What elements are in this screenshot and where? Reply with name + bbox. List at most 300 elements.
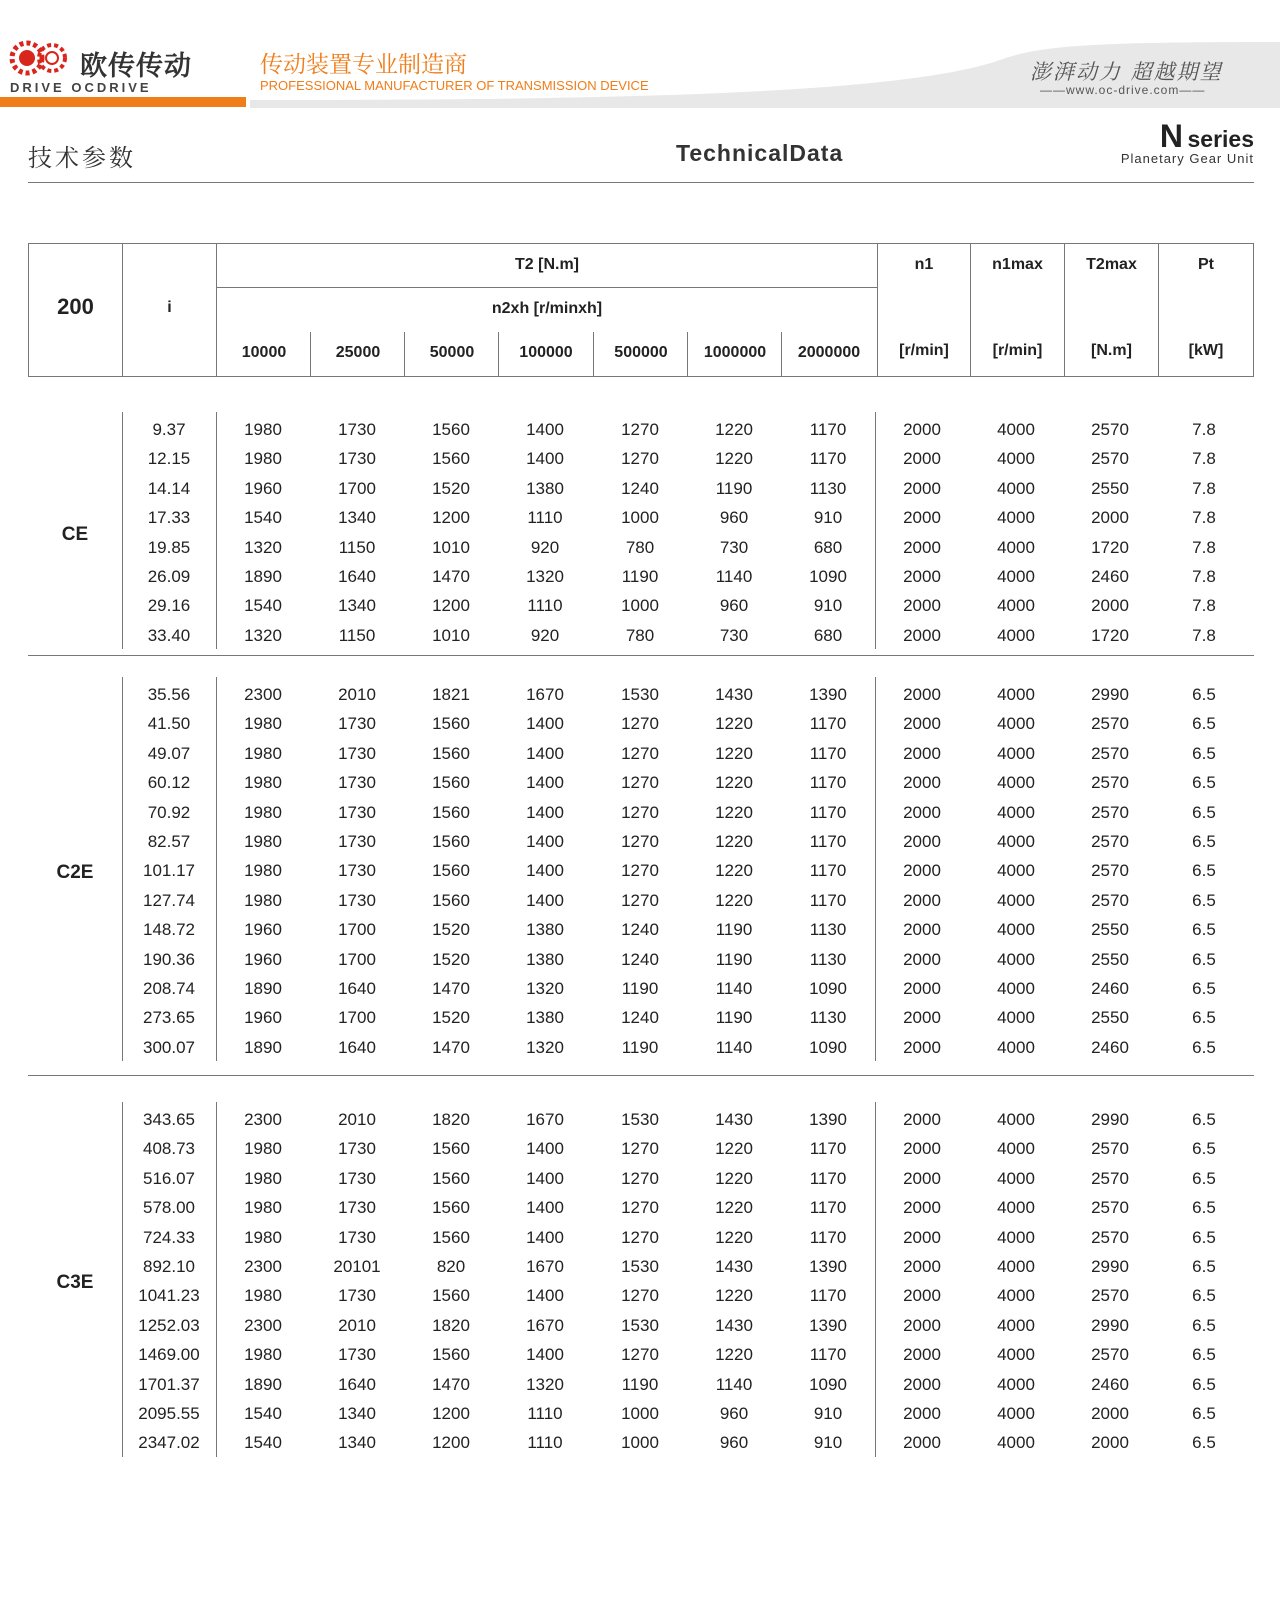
table-cell: 6.5 [1192,773,1216,793]
table-cell: 2570 [1091,832,1129,851]
table-cell: 960 [719,596,749,616]
table-cell: 26.09 [147,567,191,586]
table-cell: 1170 [809,714,847,734]
table-cell: 1720 [1091,625,1129,645]
table-cell: 6.5 [1192,890,1216,910]
table-cell: 960 [719,1433,749,1453]
table-cell: 1140 [715,979,753,998]
table-cell: 1530 [621,1110,659,1129]
table-cell: 6.5 [1192,1110,1216,1129]
table-cell: 1130 [809,920,847,940]
table-cell: 1520 [432,1008,470,1028]
table-cell: 2000 [903,567,941,586]
table-cell: 4000 [997,714,1035,734]
table-cell: 1560 [432,1168,470,1188]
table-cell: 2095.55 [138,1404,200,1423]
table-cell: 2000 [903,979,941,998]
table-cell: 1200 [432,508,470,528]
table-cell: 1200 [432,1404,470,1423]
table-cell: 273.65 [143,1008,195,1028]
table-cell: 1220 [715,890,753,910]
table-cell: 1340 [338,596,376,616]
n1max-unit: [r/min] [992,342,1043,359]
table-cell: 1560 [432,802,470,822]
table-cell: 1090 [809,1037,847,1057]
table-cell: 4000 [997,1139,1035,1159]
table-cell: 1670 [526,685,564,704]
table-cell: 1670 [526,1257,564,1276]
table-cell: 127.74 [143,890,195,910]
table-cell: 1010 [432,537,470,557]
table-cell: 1960 [244,1008,282,1028]
table-cell: 1320 [244,537,282,557]
table-cell: 1400 [526,714,564,734]
table-cell: 1140 [715,1374,753,1394]
series-letter: N [1159,118,1184,154]
table-cell: 1469.00 [138,1345,200,1365]
series-subtitle: Planetary Gear Unit [1120,151,1254,166]
table-cell: 2000 [903,1374,941,1394]
table-cell: 1090 [809,1374,847,1394]
table-cell: 2460 [1091,1037,1129,1057]
page-title-cn: 技术参数 [28,144,136,172]
table-cell: 4000 [997,802,1035,822]
table-cell: 1130 [809,949,847,969]
table-cell: 6.5 [1192,1168,1216,1188]
table-cell: 1980 [244,1168,282,1188]
table-cell: 6.5 [1192,861,1216,881]
table-cell: 1470 [432,979,470,998]
series-word: series [1187,126,1254,152]
table-cell: 2570 [1091,773,1129,793]
table-cell: 2000 [903,802,941,822]
table-cell: 1430 [715,1110,753,1129]
table-cell: 1200 [432,596,470,616]
table-cell: 2990 [1091,1315,1129,1335]
table-cell: 1470 [432,567,470,586]
table-cell: 2000 [903,714,941,734]
table-cell: 1390 [809,1315,847,1335]
table-cell: 2570 [1091,449,1129,469]
table-cell: 1130 [809,1008,847,1028]
table-cell: 1110 [527,1404,563,1423]
table-cell: 1960 [244,478,282,498]
table-cell: 1220 [715,1198,753,1218]
table-cell: 1320 [526,979,564,998]
table-cell: 1640 [338,1037,376,1057]
table-cell: 1730 [338,1198,376,1218]
table-cell: 1730 [338,1345,376,1365]
table-cell: 1530 [621,1257,659,1276]
n1-unit: [r/min] [899,342,949,359]
table-cell: 4000 [997,1227,1035,1247]
group-label-c3e: C3E [56,1272,94,1294]
table-cell: 1730 [338,890,376,910]
table-cell: 1400 [526,1139,564,1159]
table-cell: 1240 [621,949,659,969]
table-cell: 2300 [244,1110,282,1129]
table-cell: 2570 [1091,1198,1129,1218]
table-cell: 1380 [526,1008,564,1028]
table-cell: 2000 [903,1110,941,1129]
table-cell: 1540 [244,508,282,528]
table-cell: 1000 [621,1404,659,1423]
table-cell: 1252.03 [138,1315,200,1335]
table-cell: 2000 [903,478,941,498]
table-cell: 4000 [997,1257,1035,1276]
table-cell: 2010 [338,685,376,704]
table-cell: 1540 [244,596,282,616]
table-cell: 1820 [432,1110,470,1129]
table-cell: 1390 [809,1257,847,1276]
table-cell: 12.15 [147,449,191,469]
table-cell: 1270 [621,802,659,822]
table-cell: 101.17 [143,861,195,881]
table-cell: 2000 [903,449,941,469]
table-cell: 300.07 [143,1037,195,1057]
table-cell: 1041.23 [138,1286,200,1306]
tagline-en: PROFESSIONAL MANUFACTURER OF TRANSMISSION DEVICE [260,78,649,93]
t2max-unit: [N.m] [1091,342,1132,359]
table-cell: 1400 [526,1345,564,1365]
table-cell: 1700 [338,920,376,940]
table-cell: 1400 [526,802,564,822]
table-cell: 1520 [432,920,470,940]
table-cell: 2000 [903,890,941,910]
table-cell: 2460 [1091,567,1129,586]
table-cell: 2000 [903,1286,941,1306]
table-cell: 1380 [526,949,564,969]
table-cell: 1730 [338,802,376,822]
table-cell: 4000 [997,1433,1035,1453]
table-cell: 1520 [432,478,470,498]
table-cell: 190.36 [143,949,195,969]
table-cell: 1110 [527,1433,563,1453]
table-cell: 7.8 [1192,449,1216,469]
table-cell: 1400 [526,1198,564,1218]
page-title-en: TechnicalData [676,140,844,166]
table-cell: 1110 [527,596,563,616]
brand-name-cn: 欧传传动 [80,51,192,82]
table-cell: 4000 [997,832,1035,851]
table-cell: 1560 [432,420,470,439]
table-cell: 1400 [526,1286,564,1306]
table-cell: 1270 [621,861,659,881]
table-cell: 1720 [1091,537,1129,557]
table-cell: 2570 [1091,1227,1129,1247]
table-cell: 4000 [997,420,1035,439]
pt-unit: [kW] [1188,342,1224,359]
pt-header: Pt [1198,256,1214,273]
table-cell: 1470 [432,1374,470,1394]
table-cell: 1730 [338,861,376,881]
table-cell: 1560 [432,773,470,793]
table-cell: 910 [813,1404,843,1423]
table-cell: 1730 [338,773,376,793]
table-cell: 1670 [526,1110,564,1129]
table-cell: 70.92 [147,802,191,822]
table-cell: 1220 [715,1286,753,1306]
table-cell: 780 [625,625,655,645]
table-cell: 1430 [715,685,753,704]
table-cell: 2000 [903,743,941,763]
table-cell: 960 [719,1404,749,1423]
table-cell: 1320 [244,625,282,645]
table-cell: 1150 [338,625,376,645]
table-cell: 2000 [903,685,941,704]
table-cell: 2000 [903,1404,941,1423]
table-cell: 2000 [903,949,941,969]
table-cell: 2570 [1091,1139,1129,1159]
table-cell: 2570 [1091,1286,1129,1306]
table-cell: 1170 [809,1198,847,1218]
table-cell: 2000 [903,1198,941,1218]
table-cell: 1400 [526,773,564,793]
table-cell: 1530 [621,685,659,704]
table-cell: 4000 [997,1374,1035,1394]
table-cell: 1380 [526,478,564,498]
table-cell: 1701.37 [138,1374,200,1394]
table-cell: 408.73 [143,1139,195,1159]
table-cell: 1560 [432,1227,470,1247]
table-cell: 1170 [809,802,847,822]
table-cell: 1890 [244,1374,282,1394]
table-cell: 49.07 [147,743,191,763]
table-cell: 4000 [997,743,1035,763]
table-cell: 1170 [809,890,847,910]
table-cell: 1190 [621,567,659,586]
table-cell: 1220 [715,1345,753,1365]
table-cell: 920 [530,625,560,645]
table-cell: 4000 [997,478,1035,498]
table-cell: 1170 [809,449,847,469]
table-cell: 6.5 [1192,714,1216,734]
table-cell: 1240 [621,478,659,498]
table-cell: 730 [719,537,749,557]
table-cell: 680 [813,537,843,557]
table-cell: 2000 [1091,508,1129,528]
table-cell: 1700 [338,949,376,969]
table-cell: 1400 [526,743,564,763]
n1max-header: n1max [992,256,1043,273]
table-cell: 6.5 [1192,1345,1216,1365]
table-cell: 2000 [1091,1404,1129,1423]
table-cell: 680 [813,625,843,645]
table-cell: 2000 [903,596,941,616]
table-cell: 14.14 [147,478,191,498]
table-cell: 1700 [338,478,376,498]
table-cell: 7.8 [1192,508,1216,528]
hours-header-3: 100000 [519,344,573,361]
table-cell: 1400 [526,1168,564,1188]
table-cell: 2990 [1091,1110,1129,1129]
table-cell: 1270 [621,449,659,469]
table-cell: 2000 [903,920,941,940]
table-cell: 29.16 [147,596,191,616]
table-cell: 578.00 [143,1198,195,1218]
table-cell: 1560 [432,1286,470,1306]
table-cell: 1560 [432,449,470,469]
table-cell: 1190 [715,920,753,940]
table-cell: 1560 [432,714,470,734]
table-cell: 910 [813,1433,843,1453]
table-cell: 1980 [244,743,282,763]
table-cell: 1010 [432,625,470,645]
table-cell: 1220 [715,861,753,881]
table-cell: 2550 [1091,920,1129,940]
table-cell: 2300 [244,1257,282,1276]
table-cell: 35.56 [147,685,191,704]
table-cell: 1220 [715,449,753,469]
slogan: 澎湃动力 超越期望 [1030,60,1223,84]
table-cell: 1270 [621,1139,659,1159]
table-cell: 910 [813,508,843,528]
hours-header-6: 2000000 [797,344,861,361]
table-cell: 2000 [1091,1433,1129,1453]
table-cell: 1270 [621,714,659,734]
table-cell: 2000 [903,1227,941,1247]
table-cell: 1220 [715,1168,753,1188]
table-cell: 2570 [1091,1345,1129,1365]
table-cell: 2010 [338,1315,376,1335]
table-cell: 1170 [809,1139,847,1159]
table-cell: 6.5 [1192,802,1216,822]
table-cell: 1470 [432,1037,470,1057]
table-cell: 1220 [715,743,753,763]
table-cell: 1340 [338,1433,376,1453]
table-cell: 1400 [526,832,564,851]
table-cell: 1340 [338,508,376,528]
table-cell: 6.5 [1192,1139,1216,1159]
table-cell: 2000 [903,832,941,851]
table-cell: 1430 [715,1315,753,1335]
table-cell: 6.5 [1192,1008,1216,1028]
table-cell: 2570 [1091,890,1129,910]
table-cell: 4000 [997,1008,1035,1028]
table-cell: 1320 [526,1374,564,1394]
table-cell: 1730 [338,420,376,439]
table-cell: 6.5 [1192,949,1216,969]
table-cell: 1220 [715,1139,753,1159]
table-cell: 1890 [244,979,282,998]
table-cell: 1190 [621,1374,659,1394]
table-cell: 1400 [526,1227,564,1247]
table-cell: 1220 [715,420,753,439]
table-cell: 960 [719,508,749,528]
table-cell: 1960 [244,949,282,969]
table-cell: 2550 [1091,949,1129,969]
table-cell: 1400 [526,420,564,439]
table-cell: 1980 [244,1198,282,1218]
table-cell: 2010 [338,1110,376,1129]
website-link[interactable]: ——www.oc-drive.com—— [1040,83,1206,97]
table-cell: 1190 [621,1037,659,1057]
table-cell: 1380 [526,920,564,940]
table-cell: 516.07 [143,1168,195,1188]
table-cell: 2570 [1091,714,1129,734]
table-cell: 4000 [997,890,1035,910]
table-cell: 6.5 [1192,743,1216,763]
table-cell: 1170 [809,1227,847,1247]
table-cell: 1640 [338,567,376,586]
table-cell: 148.72 [143,920,195,940]
table-cell: 7.8 [1192,596,1216,616]
table-cell: 2460 [1091,1374,1129,1394]
table-cell: 2000 [903,537,941,557]
table-cell: 1430 [715,1257,753,1276]
table-cell: 343.65 [143,1110,195,1129]
table-cell: 1270 [621,420,659,439]
table-cell: 1320 [526,1037,564,1057]
table-cell: 2000 [903,773,941,793]
table-cell: 4000 [997,1345,1035,1365]
table-cell: 1220 [715,714,753,734]
table-cell: 1390 [809,1110,847,1129]
table-cell: 4000 [997,920,1035,940]
hours-header-4: 500000 [614,344,668,361]
table-cell: 82.57 [147,832,191,851]
table-cell: 1730 [338,449,376,469]
table-cell: 780 [625,537,655,557]
table-cell: 1110 [527,508,563,528]
table-cell: 2000 [903,1345,941,1365]
table-cell: 1390 [809,685,847,704]
table-cell: 4000 [997,979,1035,998]
table-cell: 1730 [338,1168,376,1188]
table-cell: 1560 [432,861,470,881]
table-cell: 1980 [244,832,282,851]
group-label-ce: CE [61,523,89,545]
table-cell: 1980 [244,802,282,822]
table-cell: 1270 [621,773,659,793]
table-cell: 19.85 [147,537,191,557]
table-cell: 4000 [997,596,1035,616]
table-cell: 6.5 [1192,920,1216,940]
table-cell: 1000 [621,508,659,528]
table-cell: 7.8 [1192,478,1216,498]
table-cell: 1980 [244,449,282,469]
table-cell: 1890 [244,567,282,586]
table-cell: 1980 [244,714,282,734]
table-cell: 1240 [621,920,659,940]
table-cell: 1190 [621,979,659,998]
hours-header-5: 1000000 [703,344,767,361]
table-cell: 1170 [809,832,847,851]
table-cell: 2000 [1091,596,1129,616]
table-cell: 1560 [432,1139,470,1159]
table-cell: 1220 [715,773,753,793]
table-cell: 6.5 [1192,1433,1216,1453]
table-cell: 1821 [432,685,470,704]
table-cell: 4000 [997,449,1035,469]
table-cell: 820 [436,1257,466,1276]
table-cell: 1270 [621,1345,659,1365]
table-cell: 730 [719,625,749,645]
table-cell: 41.50 [147,714,191,734]
table-cell: 1170 [809,743,847,763]
group-separator [28,1075,1254,1076]
table-cell: 1190 [715,949,753,969]
table-cell: 6.5 [1192,1257,1216,1276]
table-cell: 1730 [338,1227,376,1247]
table-cell: 2000 [903,1168,941,1188]
table-cell: 2550 [1091,1008,1129,1028]
table-cell: 4000 [997,567,1035,586]
table-cell: 4000 [997,685,1035,704]
table-cell: 2300 [244,1315,282,1335]
table-cell: 2000 [903,1139,941,1159]
table-cell: 4000 [997,773,1035,793]
